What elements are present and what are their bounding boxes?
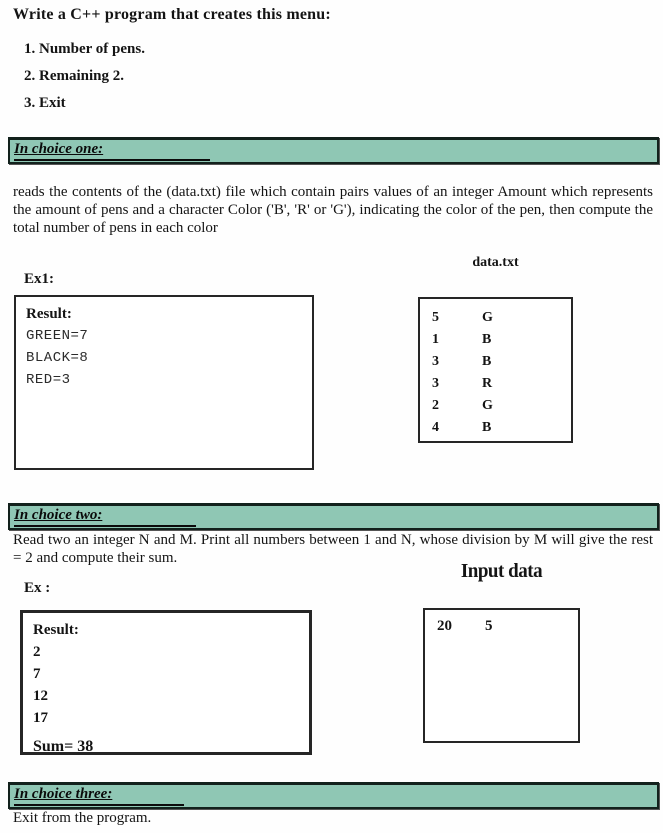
- data-row: [432, 417, 571, 439]
- result-number: 7: [33, 666, 41, 682]
- data-amount: 1: [432, 332, 439, 347]
- choice-two-description: Read two an integer N and M. Print all numbers between 1 and N, whose division by M will give the rest = 2 and compute their sum.: [13, 532, 653, 566]
- result-number: 17: [33, 710, 48, 726]
- data-color: B: [482, 420, 492, 435]
- menu-list: [24, 41, 145, 122]
- input-data-box: [423, 608, 580, 743]
- result-number: 12: [33, 688, 48, 704]
- choice-one-result-box: [14, 295, 314, 470]
- choice-two-header-label: In choice two:: [14, 507, 103, 523]
- input-value-m: 5: [485, 618, 493, 634]
- choice-two-result-box: [20, 610, 312, 755]
- menu-item-2: 2. Remaining 2.: [24, 68, 125, 84]
- choice-two-header-bar: [8, 503, 659, 530]
- result-line-green: GREEN=7: [26, 328, 89, 344]
- result-line-black: BLACK=8: [26, 350, 89, 366]
- data-file-box: [418, 297, 573, 443]
- data-amount: 2: [432, 398, 439, 413]
- menu-item-1: 1. Number of pens.: [24, 41, 145, 57]
- choice-three-header-bar: [8, 782, 659, 809]
- input-value-n: 20: [437, 618, 452, 634]
- data-color: G: [482, 398, 493, 413]
- data-color: G: [482, 310, 493, 325]
- data-row: [432, 395, 571, 417]
- example-one-label: Ex1:: [24, 271, 54, 287]
- data-color: R: [482, 376, 493, 391]
- data-amount: 5: [432, 310, 439, 325]
- choice-one-header-label: In choice one:: [14, 141, 104, 157]
- choice-three-header-label: In choice three:: [14, 786, 113, 802]
- menu-item-3: 3. Exit: [24, 95, 66, 111]
- example-two-label: Ex :: [24, 580, 51, 596]
- data-row: [432, 329, 571, 351]
- data-row: [432, 307, 571, 329]
- result-number: 2: [33, 644, 41, 660]
- data-color: B: [482, 332, 492, 347]
- result-line-red: RED=3: [26, 372, 71, 388]
- choice-three-description: Exit from the program.: [13, 810, 152, 826]
- data-amount: 4: [432, 420, 439, 435]
- input-values-row: [437, 618, 578, 635]
- page-title: Write a C++ program that creates this menu:: [13, 6, 331, 23]
- result-title: Result:: [33, 622, 79, 638]
- data-row: [432, 373, 571, 395]
- input-data-label: Input data: [460, 560, 543, 582]
- choice-one-description: reads the contents of the (data.txt) file which contain pairs values of an integer Amount which represents the amount of pens and a character Color ('B', 'R' or 'G'), indicating the color of the pen, then compute the total number of pens in each color: [13, 184, 653, 236]
- data-file-label: data.txt: [472, 255, 519, 270]
- result-title: Result:: [26, 306, 72, 322]
- data-amount: 3: [432, 376, 439, 391]
- choice-one-header-bar: [8, 137, 659, 164]
- data-color: B: [482, 354, 492, 369]
- data-amount: 3: [432, 354, 439, 369]
- data-row: [432, 351, 571, 373]
- result-sum: Sum= 38: [33, 738, 94, 755]
